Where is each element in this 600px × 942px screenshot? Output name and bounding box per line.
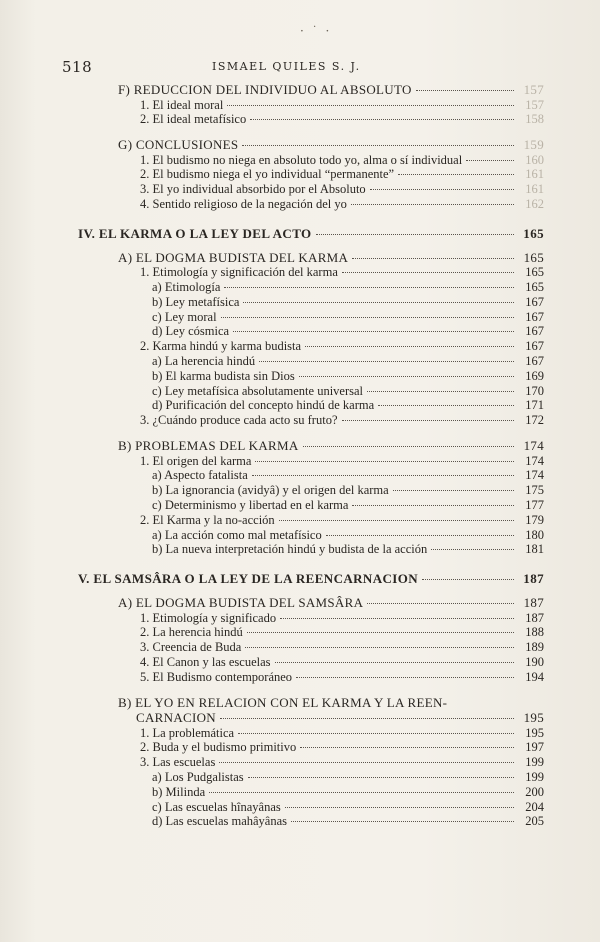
- dot-leader: [299, 376, 514, 377]
- toc-page-number: 204: [525, 799, 544, 814]
- dot-leader: [242, 145, 514, 146]
- toc-entry-label: A) EL DOGMA BUDISTA DEL SAMSÂRA: [118, 595, 364, 611]
- toc-entry-label: IV. EL KARMA O LA LEY DEL ACTO: [78, 225, 312, 241]
- toc-page-number: 174: [523, 438, 544, 454]
- toc-entry-label: a) Aspecto fatalista: [152, 468, 248, 483]
- dot-leader: [250, 119, 514, 120]
- dot-leader: [342, 420, 515, 421]
- toc-section: [78, 250, 544, 266]
- dot-leader: [279, 520, 514, 521]
- toc-item: [78, 640, 544, 655]
- dot-leader: [227, 105, 514, 106]
- toc-page-number: 190: [525, 655, 544, 670]
- toc-entry-label: 4. Sentido religioso de la negación del yo: [140, 196, 347, 211]
- toc-item: [78, 98, 544, 113]
- dot-leader: [303, 446, 514, 447]
- toc-subitem: [78, 528, 544, 543]
- toc-item: [78, 454, 544, 469]
- toc-entry-label: d) Ley cósmica: [152, 324, 230, 339]
- toc-page-number: 167: [525, 324, 544, 339]
- toc-page-number: 175: [525, 483, 544, 498]
- toc-page-number: 169: [525, 368, 544, 383]
- toc-entry-label: a) Los Pudgalistas: [152, 770, 244, 784]
- toc-section: [78, 595, 544, 611]
- toc-page-number: 165: [523, 249, 544, 265]
- dot-leader: [342, 272, 514, 273]
- toc-subitem: [78, 280, 544, 295]
- toc-page-number: 161: [525, 182, 544, 197]
- paper-smudge: · ˙ ·: [300, 24, 332, 38]
- toc-section: [78, 710, 544, 726]
- toc-spacer: [78, 212, 544, 226]
- toc-entry-label: b) Ley metafísica: [152, 294, 240, 309]
- toc-spacer: [78, 127, 544, 137]
- toc-subitem: [78, 295, 544, 310]
- toc-item: [78, 153, 544, 168]
- toc-page-number: 200: [525, 784, 544, 799]
- toc-subitem: [78, 354, 544, 369]
- toc-entry-label: 1. El budismo no niega en absoluto todo yo, alma o sí individual: [140, 152, 463, 167]
- toc-item: [78, 655, 544, 670]
- toc-entry-label: c) Determinismo y libertad en el karma: [152, 497, 349, 512]
- dot-leader: [296, 677, 514, 678]
- toc-page-number: 165: [525, 265, 544, 280]
- dot-leader: [316, 234, 514, 235]
- toc-subitem: [78, 369, 544, 384]
- toc-entry-label: c) Ley moral: [152, 309, 217, 324]
- toc-page-number: 177: [525, 497, 544, 512]
- toc-page-number: 195: [523, 710, 544, 726]
- toc-page-number: 194: [525, 669, 544, 684]
- toc-entry-label: a) La herencia hindú: [152, 354, 256, 369]
- dot-leader: [378, 405, 514, 406]
- toc-entry-label: 3. Creencia de Buda: [140, 640, 242, 655]
- dot-leader: [416, 90, 514, 91]
- toc-page-number: 187: [523, 571, 544, 587]
- toc-entry-label: 3. El yo individual absorbido por el Absoluto: [140, 182, 366, 197]
- dot-leader: [285, 807, 514, 808]
- dot-leader: [243, 302, 514, 303]
- dot-leader: [255, 461, 514, 462]
- dot-leader: [209, 792, 514, 793]
- toc-entry-label: 1. El ideal moral: [140, 97, 224, 112]
- toc-entry-label: 2. La herencia hindú: [140, 625, 243, 640]
- toc-page-number: 174: [525, 468, 544, 483]
- toc-item: [78, 197, 544, 212]
- toc-entry-label: 3. ¿Cuándo produce cada acto su fruto?: [140, 413, 338, 428]
- toc-section: [78, 82, 544, 98]
- toc-item: [78, 726, 544, 741]
- toc-subitem: [78, 468, 544, 483]
- toc-page-number: 197: [525, 740, 544, 755]
- toc-page-number: 195: [525, 725, 544, 740]
- dot-leader: [367, 391, 514, 392]
- toc-entry-label: A) EL DOGMA BUDISTA DEL KARMA: [118, 249, 349, 265]
- toc-entry-label: 2. El budismo niega el yo individual “permanente”: [140, 167, 395, 182]
- toc-subitem: [78, 324, 544, 339]
- dot-leader: [398, 174, 514, 175]
- toc-subitem: [78, 483, 544, 498]
- toc-page-number: 162: [525, 196, 544, 211]
- page-header: [62, 58, 542, 78]
- toc-entry-label: CARNACION: [136, 710, 216, 726]
- toc-page-number: 161: [525, 167, 544, 182]
- toc-item: [78, 625, 544, 640]
- toc-subitem: [78, 800, 544, 815]
- toc-entry-label: b) La nueva interpretación hindú y budista de la acción: [152, 542, 428, 557]
- toc-page-number: 171: [525, 398, 544, 413]
- toc-item: [78, 740, 544, 755]
- toc-subitem: [78, 785, 544, 800]
- page-number: 518: [62, 58, 93, 76]
- dot-leader: [291, 821, 514, 822]
- toc-section: [78, 137, 544, 153]
- toc-entry-label: b) La ignorancia (avidyâ) y el origen del karma: [152, 483, 389, 498]
- toc-spacer: [78, 685, 544, 695]
- toc-entry-label: G) CONCLUSIONES: [118, 137, 239, 153]
- toc-page-number: 181: [525, 542, 544, 557]
- dot-leader: [466, 160, 514, 161]
- toc-entry-label: c) Ley metafísica absolutamente universal: [152, 383, 364, 398]
- toc-entry-label: 2. Buda y el budismo primitivo: [140, 740, 297, 755]
- toc-entry-label: 2. El Karma y la no-acción: [140, 512, 275, 527]
- dot-leader: [351, 204, 514, 205]
- toc-page-number: 189: [525, 640, 544, 655]
- toc-subitem: [78, 310, 544, 325]
- toc-entry-label: 2. Karma hindú y karma budista: [140, 339, 302, 354]
- toc-subitem: [78, 770, 544, 785]
- toc-entry-label: B) EL YO EN RELACION CON EL KARMA Y LA REEN-: [118, 694, 448, 710]
- toc-subitem: [78, 814, 544, 829]
- toc-page-number: 188: [525, 625, 544, 640]
- toc-item: [78, 339, 544, 354]
- toc-subitem: [78, 542, 544, 557]
- toc-entry-label: 5. El Budismo contemporáneo: [140, 669, 293, 684]
- dot-leader: [247, 632, 514, 633]
- toc-spacer: [78, 428, 544, 438]
- dot-leader: [305, 346, 514, 347]
- toc-item: [78, 265, 544, 280]
- toc-item: [78, 167, 544, 182]
- toc-page-number: 165: [523, 225, 544, 241]
- toc-page-number: 187: [523, 595, 544, 611]
- dot-leader: [245, 647, 514, 648]
- toc-page-number: 158: [525, 112, 544, 127]
- dot-leader: [224, 287, 514, 288]
- dot-leader: [370, 189, 514, 190]
- toc-entry-label: a) La acción como mal metafísico: [152, 527, 322, 542]
- dot-leader: [259, 361, 514, 362]
- toc-spacer: [78, 557, 544, 571]
- toc-page-number: 170: [525, 383, 544, 398]
- toc-page-number: 165: [525, 280, 544, 295]
- dot-leader: [220, 718, 514, 719]
- toc-chapter: [78, 571, 544, 587]
- toc-entry-label: 2. El ideal metafísico: [140, 112, 247, 127]
- toc-subitem: [78, 384, 544, 399]
- toc-entry-label: 1. La problemática: [140, 725, 235, 740]
- toc-page-number: 167: [525, 354, 544, 369]
- toc-entry-label: d) Purificación del concepto hindú de karma: [152, 398, 375, 413]
- toc-entry-label: B) PROBLEMAS DEL KARMA: [118, 438, 299, 454]
- toc-page-number: 199: [525, 770, 544, 784]
- toc-entry-label: c) Las escuelas hînayânas: [152, 799, 281, 814]
- toc-entry-label: b) Milinda: [152, 784, 206, 799]
- toc-entry-label: 1. El origen del karma: [140, 453, 252, 468]
- toc-entry-label: 3. Las escuelas: [140, 755, 216, 770]
- toc-page-number: 172: [525, 413, 544, 428]
- toc-page-number: 167: [525, 339, 544, 354]
- dot-leader: [280, 618, 514, 619]
- toc-page-number: 180: [525, 527, 544, 542]
- toc-entry-label: 1. Etimología y significación del karma: [140, 265, 338, 280]
- toc-subitem: [78, 398, 544, 413]
- dot-leader: [352, 505, 514, 506]
- toc-section: [78, 438, 544, 454]
- toc-chapter: [78, 226, 544, 242]
- toc-page-number: 159: [523, 137, 544, 153]
- toc-spacer: [78, 242, 544, 250]
- toc-entry-label: F) REDUCCION DEL INDIVIDUO AL ABSOLUTO: [118, 82, 412, 97]
- toc-entry-label: d) Las escuelas mahâyânas: [152, 814, 288, 829]
- toc-item: [78, 513, 544, 528]
- toc-page-number: 167: [525, 309, 544, 324]
- table-of-contents: [78, 82, 544, 829]
- toc-entry-label: 1. Etimología y significado: [140, 610, 277, 625]
- toc-entry-label: b) El karma budista sin Dios: [152, 368, 295, 383]
- toc-item: [78, 670, 544, 685]
- toc-page-number: 174: [525, 453, 544, 468]
- toc-page-number: 179: [525, 512, 544, 527]
- toc-entry-label: a) Etimología: [152, 280, 221, 295]
- dot-leader: [248, 777, 514, 778]
- dot-leader: [233, 331, 514, 332]
- dot-leader: [221, 317, 514, 318]
- toc-item: [78, 413, 544, 428]
- dot-leader: [219, 762, 514, 763]
- toc-item: [78, 611, 544, 626]
- dot-leader: [393, 490, 514, 491]
- running-head: ISMAEL QUILES S. J.: [212, 60, 361, 73]
- toc-item: [78, 755, 544, 770]
- dot-leader: [431, 549, 514, 550]
- toc-entry-label: V. EL SAMSÂRA O LA LEY DE LA REENCARNACION: [78, 571, 419, 587]
- dot-leader: [367, 603, 514, 604]
- dot-leader: [352, 258, 514, 259]
- toc-page-number: 167: [525, 294, 544, 309]
- toc-page-number: 157: [525, 97, 544, 112]
- toc-page-number: 157: [523, 82, 544, 97]
- dot-leader: [275, 662, 514, 663]
- dot-leader: [238, 733, 514, 734]
- toc-page-number: 187: [525, 610, 544, 625]
- toc-item: [78, 182, 544, 197]
- toc-entry-label: 4. El Canon y las escuelas: [140, 655, 271, 670]
- toc-spacer: [78, 587, 544, 595]
- toc-section: [78, 695, 544, 711]
- toc-page-number: 160: [525, 152, 544, 167]
- dot-leader: [422, 579, 514, 580]
- dot-leader: [252, 475, 514, 476]
- dot-leader: [326, 535, 514, 536]
- toc-subitem: [78, 498, 544, 513]
- toc-item: [78, 112, 544, 127]
- toc-page-number: 199: [525, 755, 544, 770]
- dot-leader: [300, 747, 514, 748]
- toc-page-number: 205: [525, 814, 544, 829]
